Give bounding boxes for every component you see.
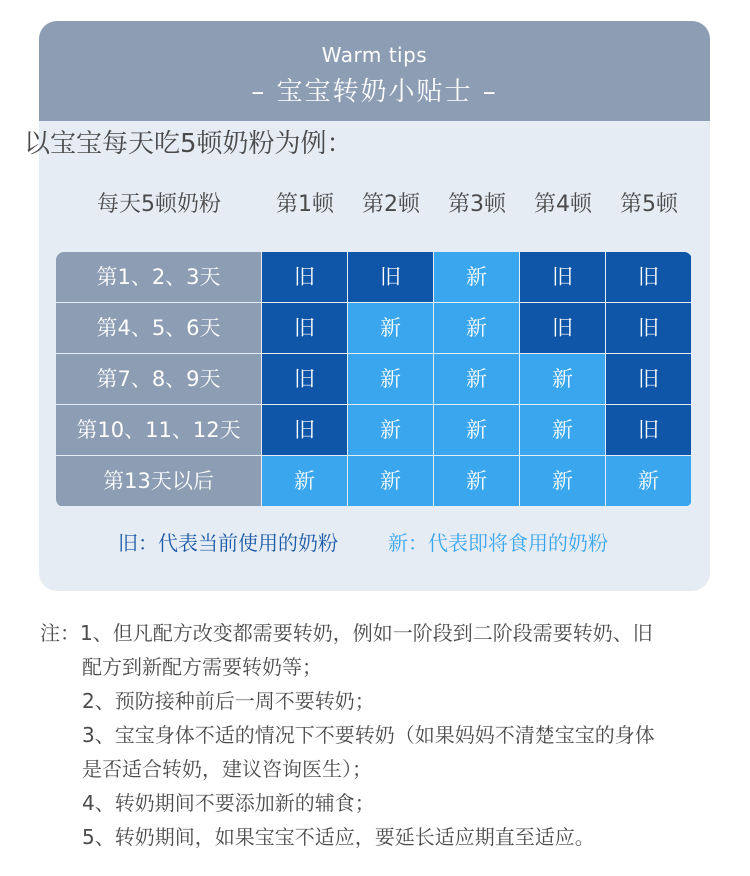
- column-header-4: 第4顿: [534, 192, 592, 217]
- schedule-cell: 旧: [262, 354, 347, 404]
- note-line: 注：1、但凡配方改变都需要转奶，例如一阶段到二阶段需要转奶、旧: [40, 621, 653, 645]
- legend-old: 旧：代表当前使用的奶粉: [118, 531, 338, 555]
- note-line: 配方到新配方需要转奶等；: [82, 655, 322, 679]
- corner-label: 每天5顿奶粉: [97, 192, 221, 217]
- schedule-cell: 新: [434, 405, 519, 455]
- schedule-cell: 旧: [606, 252, 691, 302]
- header-cn-title: – 宝宝转奶小贴士 –: [251, 77, 498, 107]
- schedule-cell: 旧: [520, 303, 605, 353]
- row-label: 第10、11、12天: [56, 405, 261, 455]
- column-header-5: 第5顿: [620, 192, 678, 217]
- row-label: 第13天以后: [56, 456, 261, 506]
- schedule-cell: 新: [262, 456, 347, 506]
- schedule-cell: 旧: [262, 303, 347, 353]
- schedule-cell: 新: [434, 252, 519, 302]
- schedule-cell: 新: [520, 405, 605, 455]
- schedule-cell: 旧: [262, 405, 347, 455]
- column-header-2: 第2顿: [362, 192, 420, 217]
- note-line: 3、宝宝身体不适的情况下不要转奶（如果妈妈不清楚宝宝的身体: [82, 723, 655, 747]
- schedule-cell: 旧: [606, 354, 691, 404]
- note-line: 5、转奶期间，如果宝宝不适应，要延长适应期直至适应。: [82, 825, 595, 849]
- schedule-cell: 新: [348, 456, 433, 506]
- legend-new: 新：代表即将食用的奶粉: [388, 531, 608, 555]
- column-header-1: 第1顿: [276, 192, 334, 217]
- schedule-cell: 新: [434, 354, 519, 404]
- note-line: 是否适合转奶，建议咨询医生）；: [82, 757, 372, 781]
- row-label: 第7、8、9天: [56, 354, 261, 404]
- lead-text: 以宝宝每天吃5顿奶粉为例：: [24, 129, 353, 159]
- schedule-cell: 新: [348, 405, 433, 455]
- schedule-cell: 新: [434, 456, 519, 506]
- schedule-cell: 旧: [606, 303, 691, 353]
- row-label: 第1、2、3天: [56, 252, 261, 302]
- schedule-cell: 新: [520, 456, 605, 506]
- feeding-schedule-table: [56, 252, 692, 507]
- header-en-title: Warm tips: [321, 43, 428, 67]
- card-header: [39, 21, 710, 121]
- note-line: 2、预防接种前后一周不要转奶；: [82, 689, 375, 713]
- note-line: 4、转奶期间不要添加新的辅食；: [82, 791, 375, 815]
- row-label: 第4、5、6天: [56, 303, 261, 353]
- schedule-cell: 新: [520, 354, 605, 404]
- schedule-cell: 新: [434, 303, 519, 353]
- column-header-3: 第3顿: [448, 192, 506, 217]
- schedule-cell: 旧: [348, 252, 433, 302]
- schedule-cell: 旧: [262, 252, 347, 302]
- schedule-cell: 旧: [520, 252, 605, 302]
- schedule-cell: 新: [348, 354, 433, 404]
- schedule-cell: 旧: [606, 405, 691, 455]
- schedule-cell: 新: [606, 456, 691, 506]
- schedule-cell: 新: [348, 303, 433, 353]
